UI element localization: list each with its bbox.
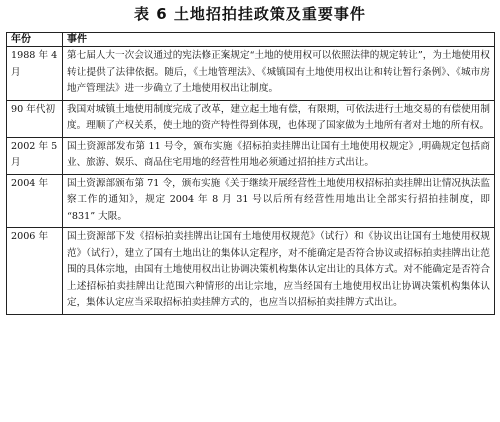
table-title: 表 6 土地招拍挂政策及重要事件 [134,5,366,23]
row-year: 1988 年 4 月 [7,47,63,101]
header-event: 事件 [63,33,495,47]
row-event: 第七届人大一次会议通过的宪法修正案规定“土地的使用权可以依照法律的规定转让”，为土地使用权转让提供了法律依据。随后，《土地管理法》、《城镇国有土地使用权出让和转让暂行条例》、《城市房地产管理法》进一步确立了土地使用权出让制度。 [63,47,495,101]
row-event: 我国对城镇土地使用制度完成了改革，建立起土地有偿，有限期，可依法进行土地交易的有偿使用制度。理顺了产权关系，使土地的资产特性得到体现，也体现了国家做为土地所有者对土地的所有权。 [63,100,495,137]
row-year: 2006 年 [7,228,63,315]
row-event: 国土资源部下发《招标拍卖挂牌出让国有土地使用权规范》（试行）和《协议出让国有土地使用权规范》（试行），建立了国有土地出让的集体认定程序，对不能确定是否符合协议或招标拍卖挂牌出让范围的具体宗地，由国有土地使用权出让协调决策机构集体认定出让的具体方式。对不能确定是否符合上述招标拍卖挂牌出让范围六种情形的出让宗地，应当经国有土地使用权出让协调决策机构集体认定，集体认定应当采取招标拍卖挂牌方式的，也应当以招标拍卖挂牌方式出让。 [63,228,495,315]
header-year: 年份 [7,33,63,47]
row-year: 90 年代初 [7,100,63,137]
row-year: 2002 年 5 月 [7,137,63,174]
row-event: 国土资源部发布第 11 号令，颁布实施《招标拍卖挂牌出让国有土地使用权规定》,明确规定包括商业、旅游、娱乐、商品住宅用地的经营性用地必须通过招拍挂方式出让。 [63,137,495,174]
table-row [7,174,495,228]
table-row [7,137,495,174]
table-header-row [7,33,495,47]
row-event: 国土资源部颁布第 71 令，颁布实施《关于继续开展经营性土地使用权招标拍卖挂牌出让情况执法监察工作的通知》，规定 2004 年 8 月 31 号以后所有经营性用地出让全部实行招拍挂制度，即 “831” 大限。 [63,174,495,228]
table-row [7,100,495,137]
row-year: 2004 年 [7,174,63,228]
table-row [7,47,495,101]
policy-events-table [6,32,495,315]
table-row [7,228,495,315]
